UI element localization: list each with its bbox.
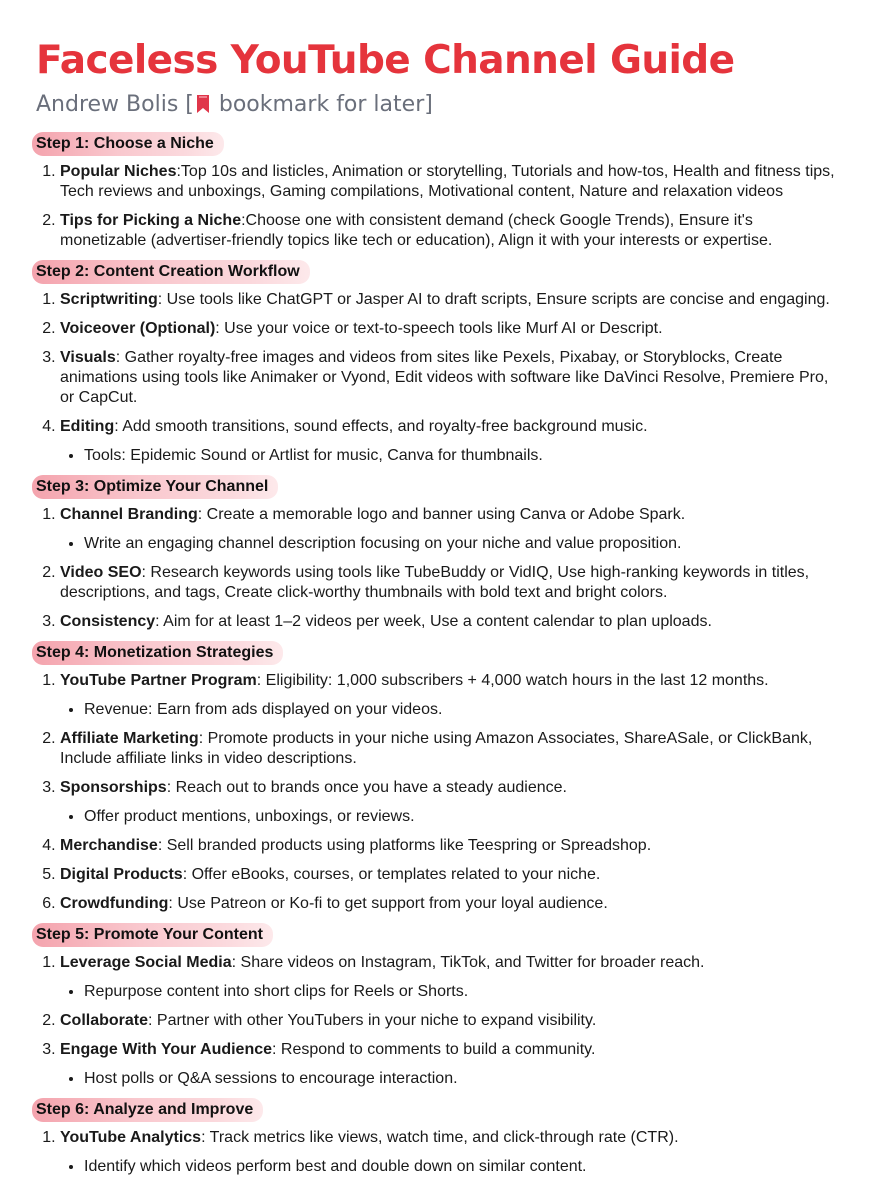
list-item <box>60 953 835 1002</box>
step-heading-label: Step 1: Choose a Niche <box>32 132 224 156</box>
item-label: Voiceover (Optional) <box>60 320 216 337</box>
step-heading <box>32 132 835 156</box>
sub-bullet-item: • Identify which videos perform best and double down on similar content. <box>84 1157 835 1177</box>
item-text: : Respond to comments to build a community. <box>272 1041 596 1058</box>
item-label: Affiliate Marketing <box>60 730 199 747</box>
sub-bullet-item: • Host polls or Q&A sessions to encourage interaction. <box>84 1069 835 1089</box>
sub-bullet-list <box>60 982 835 1002</box>
list-item <box>60 505 835 554</box>
list-item <box>60 836 835 856</box>
author-name: Andrew Bolis <box>36 92 179 117</box>
bookmark-text: bookmark for later] <box>218 92 433 117</box>
item-label: Collaborate <box>60 1012 149 1029</box>
step-heading <box>32 475 835 499</box>
item-text: : Create a memorable logo and banner using Canva or Adobe Spark. <box>197 506 686 523</box>
list-item <box>60 894 835 914</box>
list-item <box>60 417 835 466</box>
sub-bullet-list <box>60 700 835 720</box>
step-heading-label: Step 3: Optimize Your Channel <box>32 475 278 499</box>
bookmark-icon <box>196 94 210 114</box>
sub-bullet-item: • Offer product mentions, unboxings, or reviews. <box>84 807 835 827</box>
step-heading-label: Step 2: Content Creation Workflow <box>32 260 310 284</box>
sub-bullet-item: • Tools: Epidemic Sound or Artlist for music, Canva for thumbnails. <box>84 446 835 466</box>
item-label: Video SEO <box>60 564 142 581</box>
list-item <box>60 671 835 720</box>
item-text: :Choose one with consistent demand (check Google Trends), Ensure it's monetizable (advertiser-friendly topics like tech or education), Align it with your interests or expertise. <box>60 212 773 249</box>
step-heading-label: Step 6: Analyze and Improve <box>32 1098 263 1122</box>
step-section <box>36 132 835 251</box>
item-text: : Share videos on Instagram, TikTok, and Twitter for broader reach. <box>231 954 705 971</box>
step-section <box>36 1098 835 1177</box>
step-heading <box>32 641 835 665</box>
step-section <box>36 923 835 1089</box>
item-label: Crowdfunding <box>60 895 169 912</box>
item-label: Merchandise <box>60 837 158 854</box>
sub-bullet-list <box>60 1157 835 1177</box>
step-heading-label: Step 5: Promote Your Content <box>32 923 273 947</box>
sub-bullet-list <box>60 807 835 827</box>
item-text: : Research keywords using tools like TubeBuddy or VidIQ, Use high-ranking keywords in titles, descriptions, and tags, Create click-worthy thumbnails with bold text and bright colors. <box>60 564 810 601</box>
sub-bullet-item: • Repurpose content into short clips for Reels or Shorts. <box>84 982 835 1002</box>
list-item <box>60 729 835 769</box>
list-item <box>60 211 835 251</box>
item-label: YouTube Partner Program <box>60 672 257 689</box>
step-heading <box>32 260 835 284</box>
item-label: Engage With Your Audience <box>60 1041 273 1058</box>
list-item <box>60 162 835 202</box>
item-text: : Sell branded products using platforms like Teespring or Spreadshop. <box>157 837 652 854</box>
sub-bullet-list <box>60 534 835 554</box>
sub-bullet-item: • Write an engaging channel description focusing on your niche and value proposition. <box>84 534 835 554</box>
item-text: : Gather royalty-free images and videos from sites like Pexels, Pixabay, or Storyblocks, Create animations using tools like Animaker or Vyond, Edit videos with software like DaVinci Resolve, Premiere Pro, or CapCut. <box>60 349 829 406</box>
sub-bullet-item: • Revenue: Earn from ads displayed on your videos. <box>84 700 835 720</box>
step-heading <box>32 923 835 947</box>
step-list <box>36 505 835 632</box>
item-label: Scriptwriting <box>60 291 158 308</box>
item-label: YouTube Analytics <box>60 1129 202 1146</box>
item-label: Digital Products <box>60 866 183 883</box>
item-label: Editing <box>60 418 115 435</box>
sub-bullet-list <box>60 1069 835 1089</box>
step-heading <box>32 1098 835 1122</box>
item-text: :Top 10s and listicles, Animation or storytelling, Tutorials and how-tos, Health and fitness tips, Tech reviews and unboxings, Gaming compilations, Motivational content, Nature and relaxation videos <box>60 163 835 200</box>
list-item <box>60 612 835 632</box>
list-item <box>60 1011 835 1031</box>
item-label: Visuals <box>60 349 116 366</box>
step-section <box>36 260 835 466</box>
step-section <box>36 475 835 632</box>
step-list <box>36 671 835 914</box>
step-list <box>36 953 835 1089</box>
item-label: Sponsorships <box>60 779 167 796</box>
list-item <box>60 865 835 885</box>
item-text: : Offer eBooks, courses, or templates related to your niche. <box>182 866 601 883</box>
list-item <box>60 778 835 827</box>
list-item <box>60 563 835 603</box>
step-section <box>36 641 835 914</box>
item-text: : Use tools like ChatGPT or Jasper AI to draft scripts, Ensure scripts are concise and engaging. <box>157 291 830 308</box>
step-list <box>36 290 835 466</box>
item-text: : Reach out to brands once you have a steady audience. <box>166 779 567 796</box>
item-text: : Partner with other YouTubers in your niche to expand visibility. <box>148 1012 597 1029</box>
sub-bullet-list <box>60 446 835 466</box>
item-label: Channel Branding <box>60 506 198 523</box>
item-text: : Eligibility: 1,000 subscribers + 4,000 watch hours in the last 12 months. <box>256 672 769 689</box>
page-title: Faceless YouTube Channel Guide <box>36 38 735 83</box>
item-text: : Promote products in your niche using Amazon Associates, ShareASale, or ClickBank, Include affiliate links in video descriptions. <box>60 730 813 767</box>
list-item <box>60 1128 835 1177</box>
item-text: : Aim for at least 1–2 videos per week, Use a content calendar to plan uploads. <box>155 613 712 630</box>
item-text: : Use your voice or text-to-speech tools like Murf AI or Descript. <box>215 320 663 337</box>
item-text: : Use Patreon or Ko-fi to get support from your loyal audience. <box>168 895 608 912</box>
list-item <box>60 348 835 408</box>
item-label: Popular Niches <box>60 163 177 180</box>
item-text: : Track metrics like views, watch time, and click-through rate (CTR). <box>201 1129 679 1146</box>
list-item <box>60 290 835 310</box>
author-line <box>36 90 835 120</box>
step-list <box>36 162 835 251</box>
steps-container <box>36 132 835 1177</box>
item-label: Tips for Picking a Niche <box>60 212 242 229</box>
list-item <box>60 319 835 339</box>
item-text: : Add smooth transitions, sound effects, and royalty-free background music. <box>114 418 648 435</box>
item-label: Consistency <box>60 613 156 630</box>
item-label: Leverage Social Media <box>60 954 232 971</box>
bookmark-open-bracket: [ <box>185 92 194 117</box>
step-heading-label: Step 4: Monetization Strategies <box>32 641 283 665</box>
step-list <box>36 1128 835 1177</box>
list-item <box>60 1040 835 1089</box>
